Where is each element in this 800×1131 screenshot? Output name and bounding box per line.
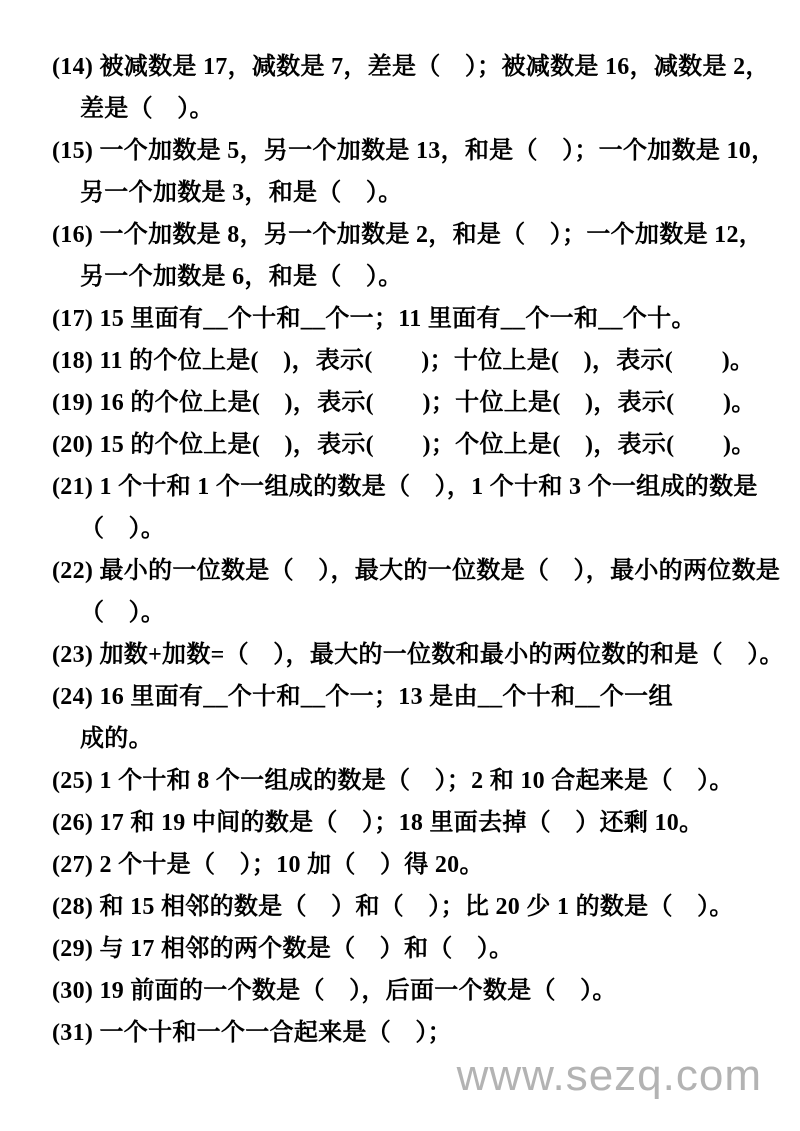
worksheet-line-q28: (28) 和 15 相邻的数是（ ）和（ ）；比 20 少 1 的数是（ ）。 bbox=[52, 894, 734, 920]
worksheet-line-q14: (14) 被减数是 17，减数是 7，差是（ ）；被减数是 16，减数是 2， bbox=[52, 54, 770, 80]
worksheet-line-q21-cont: （ ）。 bbox=[80, 516, 166, 542]
worksheet-line-q22-cont: （ ）。 bbox=[80, 600, 166, 626]
worksheet-line-q23: (23) 加数+加数=（ ），最大的一位数和最小的两位数的和是（ ）。 bbox=[52, 642, 784, 668]
worksheet-line-q17: (17) 15 里面有__个十和__个一；11 里面有__个一和__个十。 bbox=[52, 306, 696, 332]
worksheet-line-q16-cont: 另一个加数是 6，和是（ ）。 bbox=[80, 264, 403, 290]
worksheet-line-q24-cont: 成的。 bbox=[80, 726, 153, 752]
worksheet-line-q15-cont: 另一个加数是 3，和是（ ）。 bbox=[80, 180, 403, 206]
worksheet-line-q21: (21) 1 个十和 1 个一组成的数是（ ），1 个十和 3 个一组成的数是 bbox=[52, 474, 758, 500]
worksheet-line-q26: (26) 17 和 19 中间的数是（ ）；18 里面去掉（ ）还剩 10。 bbox=[52, 810, 704, 836]
worksheet-line-q18: (18) 11 的个位上是( )，表示( )；十位上是( )，表示( )。 bbox=[52, 348, 755, 374]
worksheet-line-q31: (31) 一个十和一个一合起来是（ ）； bbox=[52, 1020, 452, 1046]
worksheet-line-q20: (20) 15 的个位上是( )，表示( )；个位上是( )，表示( )。 bbox=[52, 432, 756, 458]
worksheet-line-q24: (24) 16 里面有__个十和__个一；13 是由__个十和__个一组 bbox=[52, 684, 673, 710]
worksheet-line-q14-cont: 差是（ ）。 bbox=[80, 96, 214, 122]
worksheet-line-q22: (22) 最小的一位数是（ ），最大的一位数是（ ），最小的两位数是 bbox=[52, 558, 781, 584]
worksheet-line-q16: (16) 一个加数是 8，另一个加数是 2，和是（ ）；一个加数是 12， bbox=[52, 222, 764, 248]
watermark: www.sezq.com bbox=[456, 1051, 762, 1100]
worksheet-line-q25: (25) 1 个十和 8 个一组成的数是（ ）；2 和 10 合起来是（ ）。 bbox=[52, 768, 734, 794]
worksheet-line-q29: (29) 与 17 相邻的两个数是（ ）和（ ）。 bbox=[52, 936, 514, 962]
worksheet-line-q15: (15) 一个加数是 5，另一个加数是 13，和是（ ）；一个加数是 10， bbox=[52, 138, 776, 164]
worksheet-line-q30: (30) 19 前面的一个数是（ ），后面一个数是（ ）。 bbox=[52, 978, 617, 1004]
worksheet-line-q19: (19) 16 的个位上是( )，表示( )；十位上是( )，表示( )。 bbox=[52, 390, 756, 416]
worksheet-line-q27: (27) 2 个十是（ ）；10 加（ ）得 20。 bbox=[52, 852, 484, 878]
